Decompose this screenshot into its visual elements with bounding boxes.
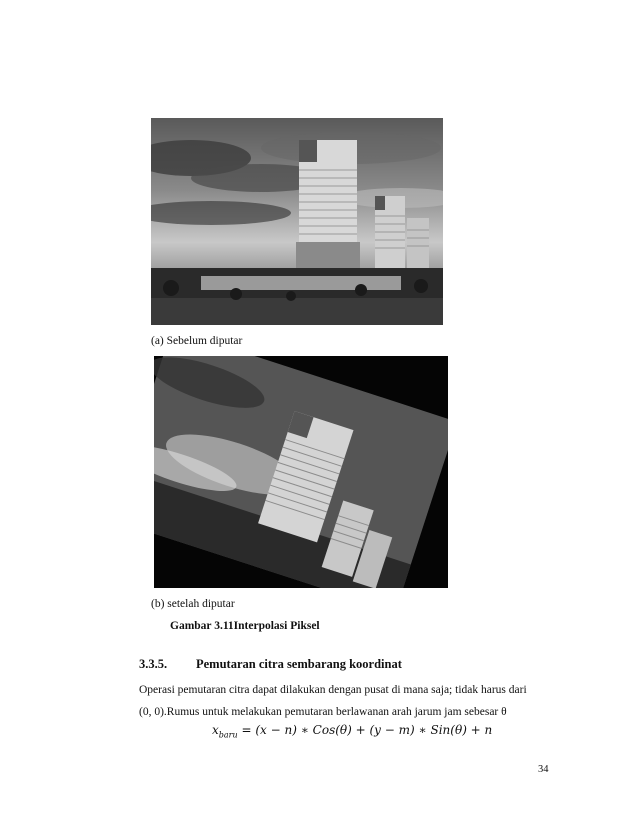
paragraph-line-2: (0, 0).Rumus untuk melakukan pemutaran berlawanan arah jarum jam sebesar θ: [139, 706, 507, 718]
figure-title: Gambar 3.11Interpolasi Piksel: [170, 620, 320, 632]
formula-subscript: baru: [218, 730, 238, 740]
figure-b-image: [154, 356, 448, 588]
section-number: 3.3.5.: [139, 657, 168, 671]
building-photo-original: [151, 118, 443, 325]
figure-a-image: [151, 118, 443, 325]
formula-rhs: = (x − n) ∗ Cos(θ) + (y − m) ∗ Sin(θ) + n: [237, 723, 493, 737]
rotation-formula: [212, 723, 492, 739]
figure-b-caption: (b) setelah diputar: [151, 598, 235, 610]
section-title: Pemutaran citra sembarang koordinat: [196, 657, 402, 671]
page-number: 34: [538, 764, 549, 775]
body-paragraph: [139, 679, 549, 723]
paragraph-line-1: Operasi pemutaran citra dapat dilakukan dengan pusat di mana saja; tidak harus dari: [139, 684, 527, 696]
building-photo-rotated: [154, 356, 448, 588]
figure-a-caption: (a) Sebelum diputar: [151, 335, 243, 347]
formula-lhs: x: [212, 723, 219, 737]
